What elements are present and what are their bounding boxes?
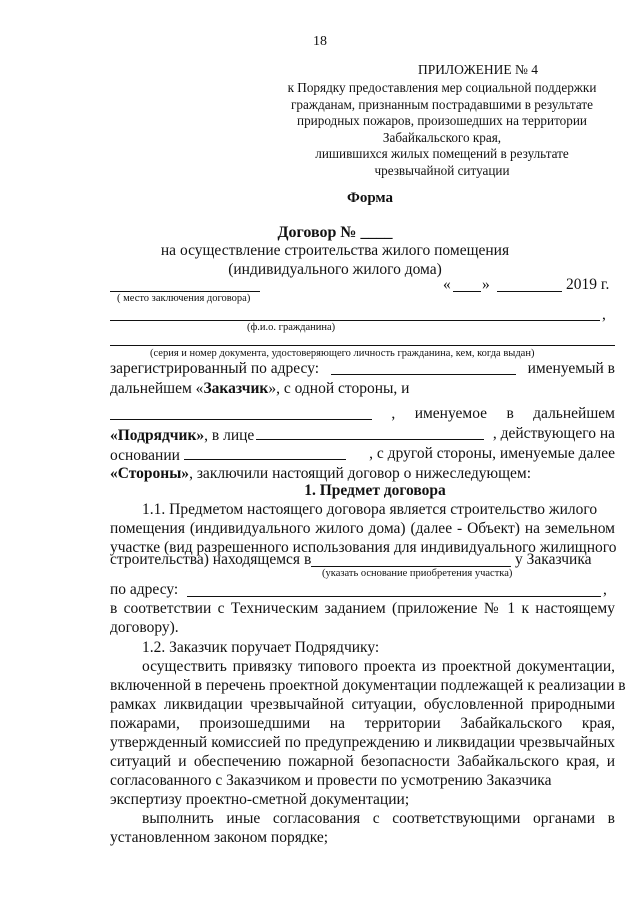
- appendix-title: ПРИЛОЖЕНИЕ № 4: [418, 62, 539, 77]
- appendix-line: природных пожаров, произошедших на территории: [297, 113, 587, 128]
- bullet-1-line-2: включенной в перечень проектной документации подлежащей к реализации в: [110, 677, 626, 694]
- clause-1-1-line-1: 1.1. Предметом настоящего договора является строительство жилого: [142, 501, 598, 518]
- appendix-text: [262, 80, 622, 179]
- bullet-2-line-1: выполнить иные согласования с соответствующими органами в: [142, 810, 615, 827]
- clause-1-1-line-7: договору).: [110, 619, 179, 636]
- registered-line: зарегистрированный по адресу: именуемый в: [110, 360, 615, 377]
- bullet-1-line-7: согласованного с Заказчиком и провести по усмотрению Заказчика: [110, 772, 552, 789]
- appendix-line: гражданам, признанным пострадавшими в результате: [291, 96, 593, 112]
- place-caption: ( место заключения договора): [117, 293, 251, 304]
- bullet-1-line-1: осуществить привязку типового проекта из проектной документации,: [142, 658, 615, 675]
- appendix-line: лишившихся жилых помещений в результате: [315, 146, 569, 161]
- clause-1-2: 1.2. Заказчик поручает Подрядчику:: [142, 639, 380, 656]
- land-address-blank: [187, 596, 601, 597]
- clause-1-1-line-4b: у Заказчика: [515, 551, 592, 568]
- land-basis-caption: (указать основание приобретения участка): [322, 568, 513, 579]
- appendix-line: Забайкальского края,: [382, 129, 502, 145]
- contractor-line: «Подрядчик», в лице , действующего на: [110, 425, 615, 444]
- contract-year: 2019 г.: [566, 276, 610, 293]
- date-open: «: [443, 276, 451, 293]
- representative-blank: [256, 425, 484, 440]
- customer-line: дальнейшем «Заказчик», с одной стороны, и: [110, 380, 410, 397]
- section-title: 1. Предмет договора: [304, 482, 446, 499]
- document-blank: [110, 345, 615, 346]
- bullet-2-line-2: установленном законом порядке;: [110, 829, 329, 846]
- bullet-1-line-3: рамках ликвидации чрезвычайной ситуации, обусловленной природными: [110, 696, 615, 713]
- date-mid: »: [482, 276, 490, 293]
- address-label: по адресу:: [110, 581, 179, 598]
- bullet-1-line-8: экспертизу проектно-сметной документации;: [110, 791, 410, 808]
- clause-1-1-line-6: в соответствии с Техническим заданием (приложение № 1 к настоящему: [110, 600, 615, 617]
- bullet-1-line-6: ситуаций и обеспечению пожарной безопасности Забайкальского края, и: [110, 753, 615, 770]
- clause-1-1-line-3: участке (вид разрешенного использования для индивидуального жилищного: [110, 539, 617, 556]
- clause-1-1-line-2: помещения (индивидуального жилого дома) (далее - Объект) на земельном: [110, 520, 615, 537]
- form-label: Форма: [346, 190, 394, 206]
- contractor-blank: [110, 405, 372, 420]
- fio-caption: (ф.и.о. гражданина): [247, 322, 336, 333]
- appendix-line: к Порядку предоставления мер социальной поддержки: [287, 80, 597, 95]
- clause-1-1-line-4a: строительства) находящемся в: [110, 551, 312, 568]
- contractor-named-line: , именуемое в дальнейшем: [110, 405, 615, 423]
- land-basis-blank: [311, 566, 511, 567]
- bullet-1-line-4: пожарами, произошедшими на территории Забайкальского края,: [110, 715, 615, 732]
- contract-title: Договор № ____: [277, 224, 393, 241]
- address-blank: [331, 360, 516, 375]
- day-blank: [453, 291, 481, 292]
- basis-line: основании , с другой стороны, именуемые далее: [110, 445, 615, 464]
- document-caption: (серия и номер документа, удостоверяющего личность гражданина, кем, когда выдан): [150, 348, 535, 359]
- fio-blank: [110, 320, 600, 321]
- basis-blank: [184, 445, 346, 460]
- contract-subtitle-2: (индивидуального жилого дома): [228, 261, 442, 278]
- appendix-line: чрезвычайной ситуации: [374, 162, 510, 178]
- place-blank: [110, 291, 260, 292]
- parties-line: «Стороны», заключили настоящий договор о нижеследующем:: [110, 465, 532, 482]
- bullet-1-line-5: утвержденный комиссией по предупреждению и ликвидации чрезвычайных: [110, 734, 615, 751]
- contract-subtitle-1: на осуществление строительства жилого помещения: [160, 242, 510, 259]
- page-number: 18: [313, 34, 327, 49]
- month-blank: [497, 291, 562, 292]
